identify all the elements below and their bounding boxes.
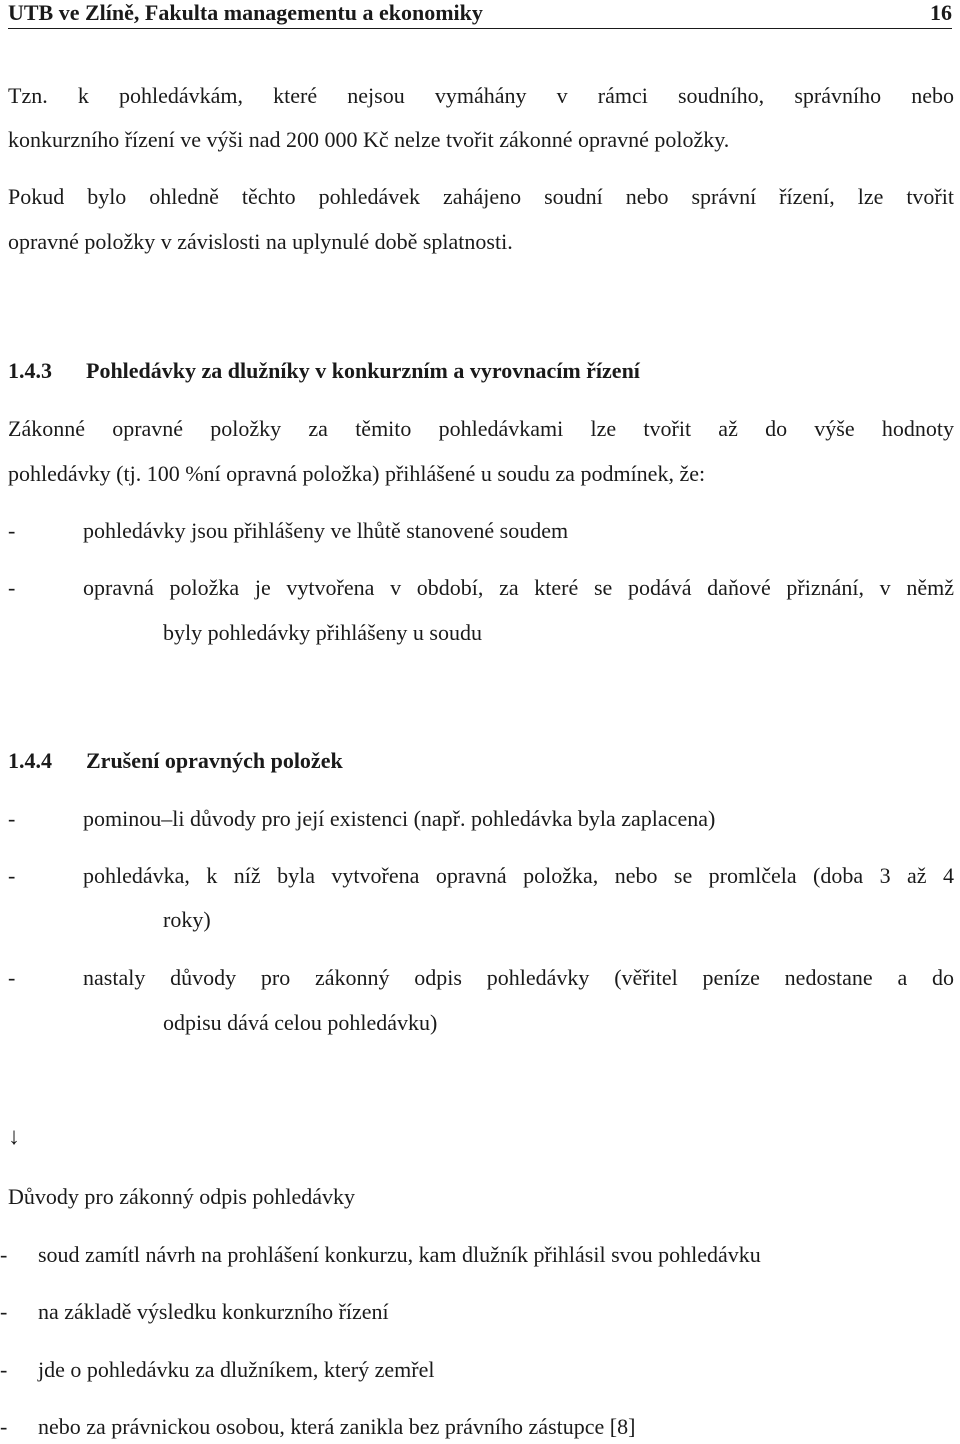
page-number: 16	[930, 0, 952, 25]
down-arrow-icon: ↓	[8, 1124, 20, 1150]
list-item: opravná položka je vytvořena v období, za které se podává daňové přiznání, v němž	[83, 575, 954, 600]
list-dash: -	[8, 965, 16, 990]
page-header	[8, 0, 952, 29]
section-1-4-3-number: 1.4.3	[8, 358, 52, 383]
list-item: soud zamítl návrh na prohlášení konkurzu, kam dlužník přihlásil svou pohledávku	[38, 1242, 761, 1267]
list-dash: -	[0, 1242, 8, 1267]
list-item-continuation: roky)	[163, 907, 211, 932]
list-dash: -	[0, 1357, 8, 1382]
list-dash: -	[8, 806, 16, 831]
intro-line-3: Pokud bylo ohledně těchto pohledávek zahájeno soudní nebo správní řízení, lze tvořit	[8, 184, 954, 209]
list-dash: -	[0, 1299, 8, 1324]
section-1-4-3-para-line-2: pohledávky (tj. 100 %ní opravná položka) přihlášené u soudu za podmínek, že:	[8, 461, 706, 486]
section-1-4-3-title: Pohledávky za dlužníky v konkurzním a vyrovnacím řízení	[86, 358, 640, 383]
list-item-continuation: odpisu dává celou pohledávku)	[163, 1010, 438, 1035]
list-item: pohledávky jsou přihlášeny ve lhůtě stanovené soudem	[83, 518, 569, 543]
section-1-4-4-title: Zrušení opravných položek	[86, 748, 343, 773]
list-item: jde o pohledávku za dlužníkem, který zemřel	[38, 1357, 435, 1382]
list-item-continuation: byly pohledávky přihlášeny u soudu	[163, 620, 482, 645]
list-item: pohledávka, k níž byla vytvořena opravná položka, nebo se promlčela (doba 3 až 4	[83, 863, 954, 888]
intro-line-2: konkurzního řízení ve výši nad 200 000 Kč nelze tvořit zákonné opravné položky.	[8, 127, 730, 152]
intro-line-4: opravné položky v závislosti na uplynulé době splatnosti.	[8, 229, 513, 254]
list-item: pominou–li důvody pro její existenci (např. pohledávka byla zaplacena)	[83, 806, 716, 831]
reasons-heading: Důvody pro zákonný odpis pohledávky	[8, 1184, 356, 1209]
list-dash: -	[8, 863, 16, 888]
section-1-4-4-number: 1.4.4	[8, 748, 52, 773]
list-dash: -	[8, 518, 16, 543]
list-item: na základě výsledku konkurzního řízení	[38, 1299, 389, 1324]
list-item: nebo za právnickou osobou, která zanikla bez právního zástupce [8]	[38, 1414, 636, 1439]
list-item: nastaly důvody pro zákonný odpis pohledávky (věřitel peníze nedostane a do	[83, 965, 954, 990]
section-1-4-3-para-line-1: Zákonné opravné položky za těmito pohledávkami lze tvořit až do výše hodnoty	[8, 416, 954, 441]
list-dash: -	[0, 1414, 8, 1439]
header-title: UTB ve Zlíně, Fakulta managementu a ekonomiky	[8, 0, 483, 25]
list-dash: -	[8, 575, 16, 600]
intro-line-1: Tzn. k pohledávkám, které nejsou vymáhány v rámci soudního, správního nebo	[8, 83, 954, 108]
